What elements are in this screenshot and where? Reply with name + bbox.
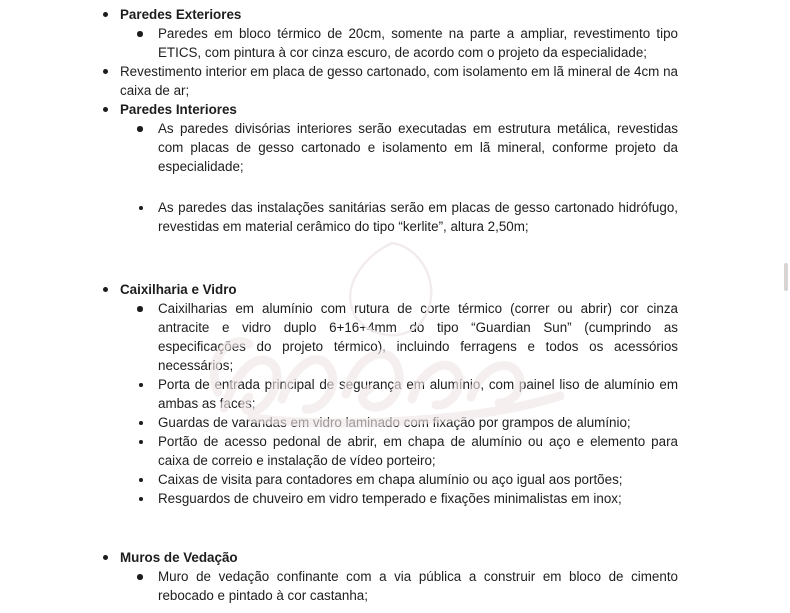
- list-item-text: Muro de vedação confinante com a via pública a construir em bloco de cimento rebocado e pintado à cor castanha;: [158, 569, 678, 603]
- bullet-icon: [139, 497, 143, 501]
- list-item: [0, 198, 678, 236]
- bullet-icon: [139, 421, 143, 425]
- heading-text: Paredes Exteriores: [120, 7, 242, 22]
- list-item: [0, 375, 678, 413]
- section-heading-muros-de-vedacao: [0, 548, 678, 567]
- list-item-text: Guardas de varandas em vidro laminado com fixação por grampos de alumínio;: [158, 415, 631, 430]
- list-item-text: Caixilharias em alumínio com rutura de corte térmico (correr ou abrir) cor cinza antracite e vidro duplo 6+16+4mm do tipo “Guardian Sun” (cumprindo as especificações do projeto térmico), incluindo ferragens e todos os acessórios necessários;: [158, 301, 678, 373]
- list-item-text: Resguardos de chuveiro em vidro temperado e fixações minimalistas em inox;: [158, 491, 622, 506]
- heading-text: Paredes Interiores: [120, 102, 237, 117]
- bullet-icon: [103, 287, 108, 292]
- bullet-icon: [139, 206, 143, 210]
- list-item: [0, 432, 678, 470]
- list-item: [0, 567, 678, 605]
- list-item-text: Caixas de visita para contadores em chapa alumínio ou aço igual aos portões;: [158, 472, 623, 487]
- bullet-icon: [139, 478, 143, 482]
- document-page: [0, 5, 678, 605]
- section-heading-paredes-interiores: [0, 100, 678, 119]
- bullet-icon: [139, 383, 143, 387]
- list-item: [0, 119, 678, 176]
- bullet-icon: [139, 440, 143, 444]
- section-heading-paredes-exteriores: [0, 5, 678, 24]
- list-item: [0, 470, 678, 489]
- list-item: [0, 489, 678, 508]
- bullet-icon: [137, 126, 143, 132]
- list-item-text: As paredes das instalações sanitárias serão em placas de gesso cartonado hidrófugo, revestidas em material cerâmico do tipo “kerlite”, altura 2,50m;: [158, 200, 678, 234]
- list-item-text: Revestimento interior em placa de gesso cartonado, com isolamento em lã mineral de 4cm na caixa de ar;: [120, 64, 678, 98]
- bullet-icon: [137, 574, 143, 580]
- list-item-text: Porta de entrada principal de segurança em alumínio, com painel liso de alumínio em ambas as faces;: [158, 377, 678, 411]
- heading-text: Muros de Vedação: [120, 550, 238, 565]
- list-item: [0, 299, 678, 375]
- vertical-spacer: [0, 236, 678, 280]
- vertical-spacer: [0, 508, 678, 548]
- list-item: [0, 62, 678, 100]
- list-item-text: Paredes em bloco térmico de 20cm, somente na parte a ampliar, revestimento tipo ETICS, com pintura à cor cinza escuro, de acordo com o projeto da especialidade;: [158, 26, 678, 60]
- bullet-icon: [137, 306, 143, 312]
- bullet-icon: [103, 12, 108, 17]
- vertical-spacer: [0, 176, 678, 198]
- scrollbar-fragment[interactable]: [784, 263, 788, 291]
- list-item: [0, 24, 678, 62]
- list-item-text: As paredes divisórias interiores serão executadas em estrutura metálica, revestidas com placas de gesso cartonado e isolamento em lã mineral, conforme projeto da especialidade;: [158, 121, 678, 174]
- bullet-icon: [137, 31, 143, 37]
- bullet-icon: [103, 555, 108, 560]
- list-item: [0, 413, 678, 432]
- section-heading-caixilharia-e-vidro: [0, 280, 678, 299]
- bullet-icon: [103, 107, 108, 112]
- list-item-text: Portão de acesso pedonal de abrir, em chapa de alumínio ou aço e elemento para caixa de correio e instalação de vídeo porteiro;: [158, 434, 678, 468]
- heading-text: Caixilharia e Vidro: [120, 282, 237, 297]
- bullet-icon: [103, 69, 108, 74]
